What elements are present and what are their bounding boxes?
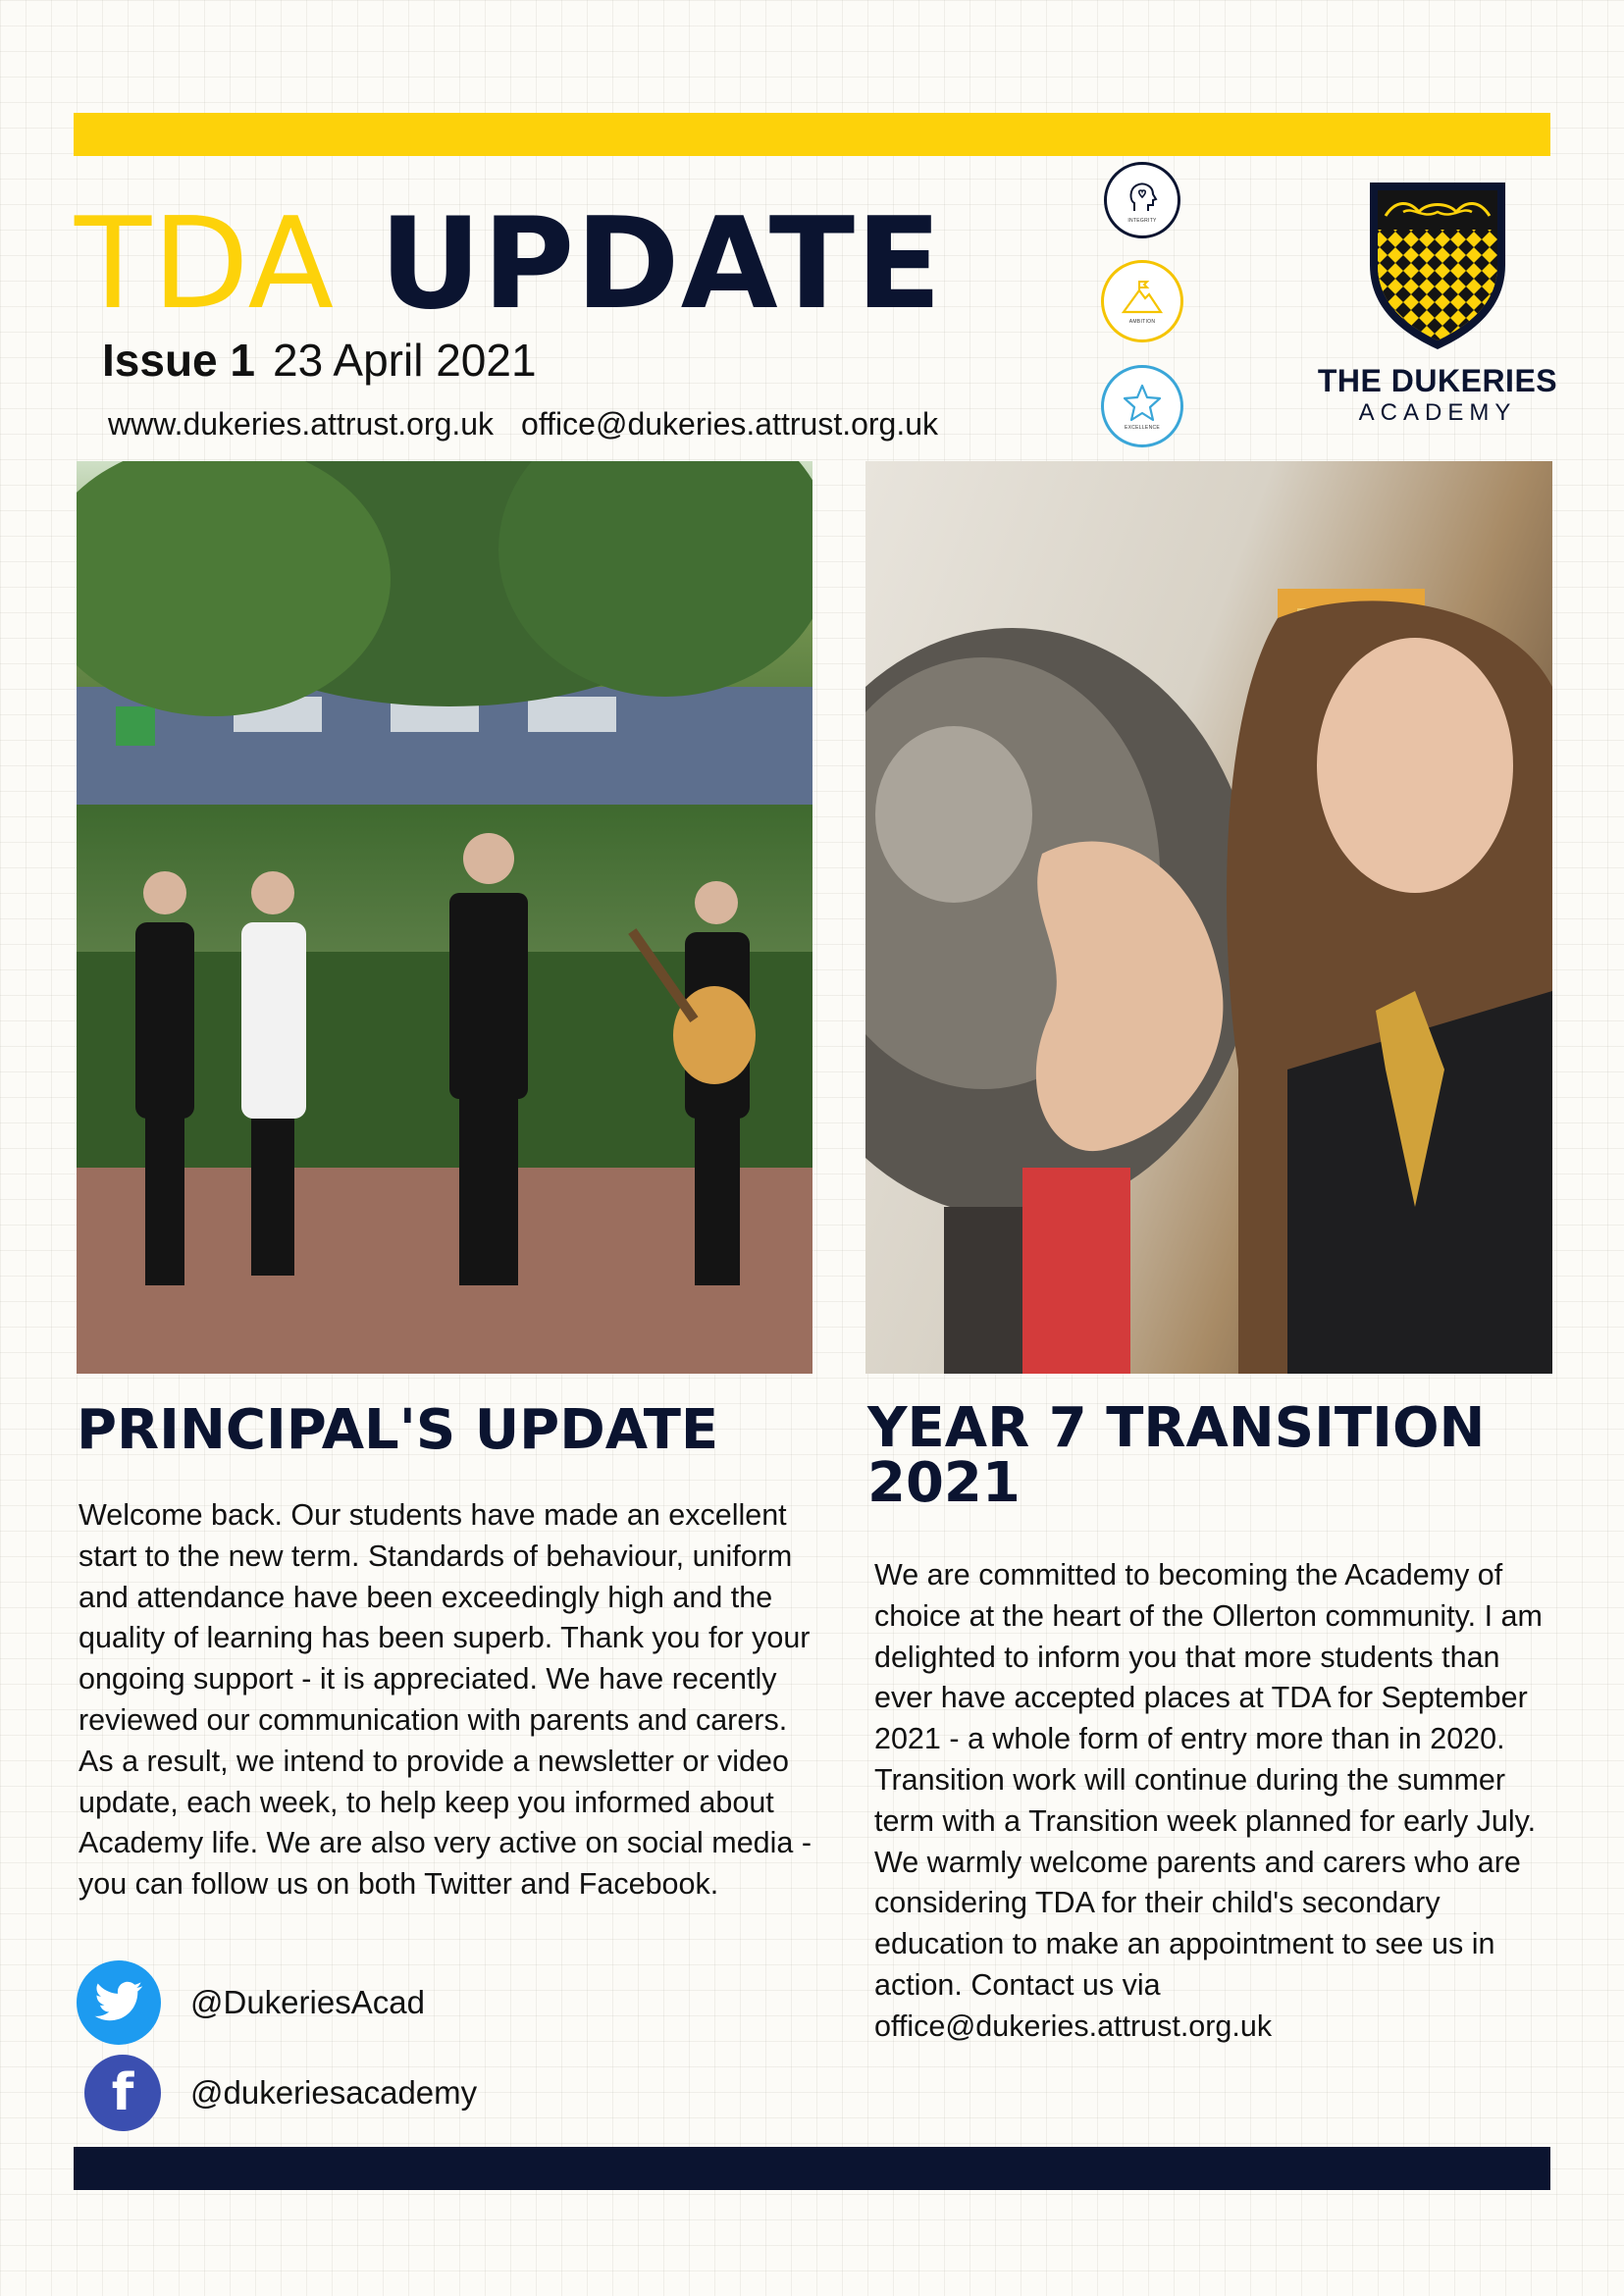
star-icon: [1121, 383, 1164, 424]
principal-body: Welcome back. Our students have made an excellent start to the new term. Standards of behaviour, uniform and attendance have been exceedingly high and the quality of learning has been superb. Thank you for your ongoing support - it is appreciated. We have recently reviewed our communication with parents and carers. As a result, we intend to provide a newsletter or video update, each week, to help keep you informed about Academy life. We are also very active on social media - you can follow us on both Twitter and Facebook.: [79, 1498, 812, 1902]
mountain-flag-icon: [1120, 279, 1165, 318]
twitter-icon[interactable]: [77, 1960, 161, 2045]
title-update: UPDATE: [379, 191, 943, 338]
value-label: EXCELLENCE: [1124, 424, 1161, 431]
transition-heading: YEAR 7 TRANSITION 2021: [867, 1396, 1486, 1515]
bottom-accent-bar: [74, 2147, 1550, 2190]
twitter-handle[interactable]: @DukeriesAcad: [190, 1984, 425, 2020]
issue-date: 23 April 2021: [273, 335, 537, 386]
transition-photo: [865, 461, 1552, 1374]
logo-subtitle: ACADEMY: [1358, 399, 1517, 426]
head-heart-icon: [1123, 178, 1162, 217]
integrity-badge: [1104, 162, 1180, 238]
top-accent-bar: [74, 113, 1550, 156]
contact-links: [108, 406, 938, 443]
value-label: AMBITION: [1128, 318, 1156, 325]
academy-logo: [1315, 177, 1560, 442]
principal-photo: [77, 461, 812, 1374]
facebook-handle[interactable]: @dukeriesacademy: [190, 2074, 478, 2111]
shield-crest-icon: [1364, 177, 1511, 353]
issue-line: [102, 334, 537, 387]
website-link[interactable]: www.dukeries.attrust.org.uk: [108, 406, 495, 442]
excellence-badge: [1101, 365, 1183, 447]
twitter-handle-row[interactable]: [77, 1960, 425, 2045]
facebook-icon[interactable]: f: [84, 2055, 161, 2131]
ambition-badge: [1101, 260, 1183, 342]
issue-number: Issue 1: [102, 335, 255, 386]
logo-name: THE DUKERIES: [1317, 363, 1558, 398]
value-label: INTEGRITY: [1127, 217, 1157, 224]
email-link[interactable]: office@dukeries.attrust.org.uk: [521, 406, 939, 442]
facebook-handle-row[interactable]: [84, 2055, 477, 2131]
principal-heading: PRINCIPAL'S UPDATE: [77, 1398, 719, 1462]
transition-body: We are committed to becoming the Academy of choice at the heart of the Ollerton community. I am delighted to inform you that more students than ever have accepted places at TDA for September 2021 - a whole form of entry more than in 2020. Transition work will continue during the summer term with a Transition week planned for early July. We warmly welcome parents and carers who are considering TDA for their child's secondary education to make an appointment to see us in action. Contact us via office@dukeries.attrust.org.uk: [874, 1558, 1543, 2043]
title-tda: TDA: [75, 191, 336, 338]
newsletter-title: [75, 191, 943, 338]
